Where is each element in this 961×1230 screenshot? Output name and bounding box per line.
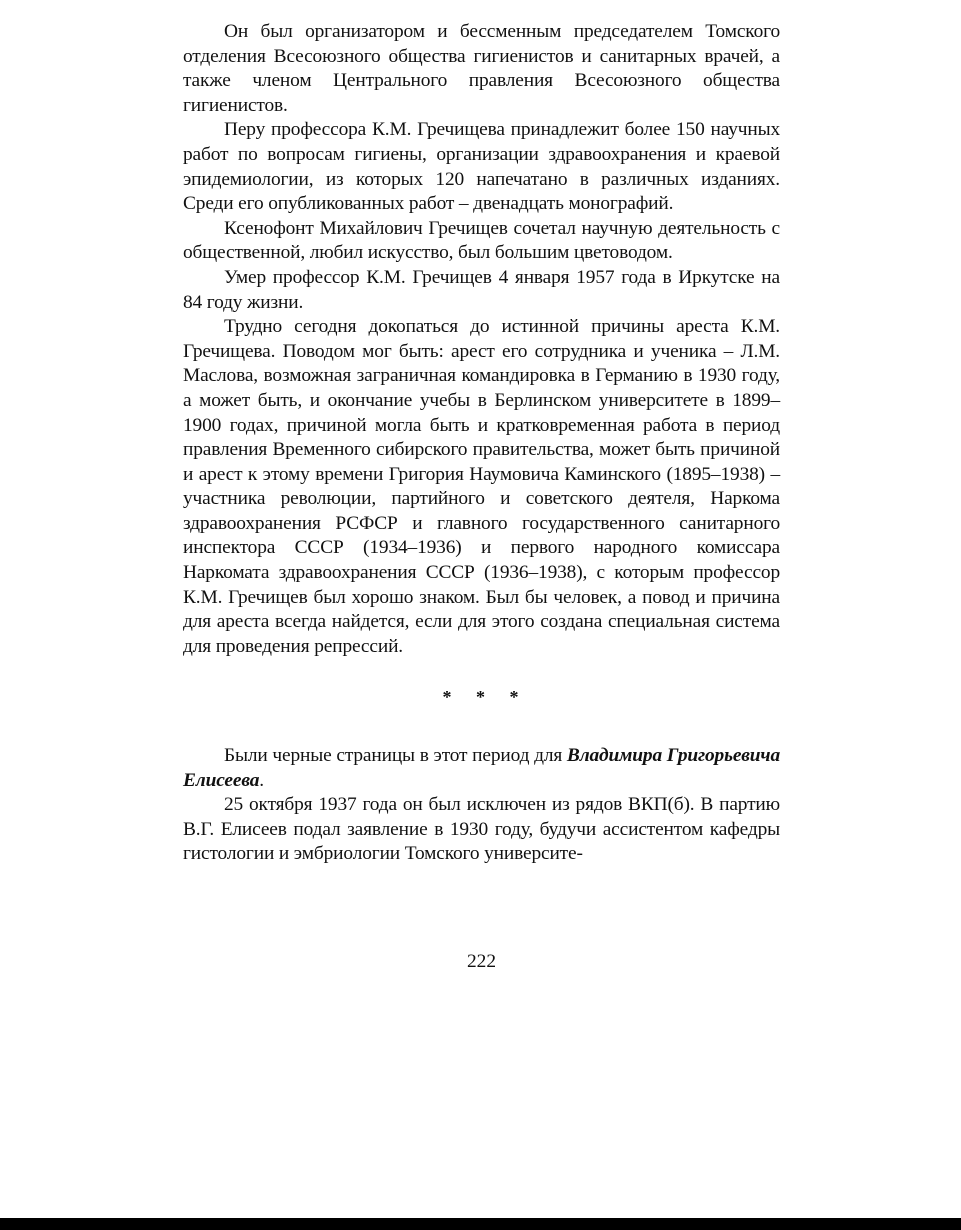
paragraph: Перу профессора К.М. Гречищева принадлежит более 150 научных работ по вопросам гигиены, организации здравоохранения и краевой эпидемиологии, из которых 120 напечатано в различных изданиях. Среди его опубликованных работ – двенадцать монографий.	[183, 119, 780, 215]
paragraph: 25 октября 1937 года он был исключен из рядов ВКП(б). В партию В.Г. Елисеев подал заявление в 1930 году, будучи ассистентом кафедры гистологии и эмбриологии Томского университе-	[183, 794, 780, 865]
section-intro-end: .	[259, 769, 264, 791]
page-number: 222	[466, 951, 497, 972]
person-name: Владимира Григорьевича Елисеева	[183, 745, 780, 791]
paragraph: Ксенофонт Михайлович Гречищев сочетал научную деятельность с общественной, любил искусство, был большим цветоводом.	[183, 217, 780, 264]
paragraph: Он был организатором и бессменным председателем Томского отделения Всесоюзного общества гигиенистов и санитарных врачей, а также членом Центрального правления Всесоюзного общества гигиенистов.	[183, 21, 780, 116]
section-intro-paragraph	[183, 744, 780, 793]
paragraph: Трудно сегодня докопаться до истинной причины ареста К.М. Гречищева. Поводом мог быть: арест его сотрудника и ученика – Л.М. Маслова, возможная заграничная командировка в Германию в 1930 году, а может быть, и окончание учебы в Берлинском университете в 1899–1900 годах, причиной могла быть и кратковременная работа в период правления Временного сибирского правительства, может быть причиной и арест к этому времени Григория Наумовича Каминского (1895–1938) – участника революции, партийного и советского деятеля, Наркома здравоохранения РСФСР и главного государственного санитарного инспектора СССР (1934–1936) и первого народного комиссара Наркомата здравоохранения СССР (1936–1938), с которым профессор К.М. Гречищев был хорошо знаком. Был бы человек, а повод и причина для ареста всегда найдется, если для этого создана специальная система для проведения репрессий.	[183, 316, 780, 657]
section-intro-text: Были черные страницы в этот период для	[224, 745, 567, 767]
section-separator: * * *	[442, 687, 529, 708]
page-body	[183, 20, 780, 867]
scan-border	[0, 1218, 961, 1230]
paragraph: Умер профессор К.М. Гречищев 4 января 1957 года в Иркутске на 84 году жизни.	[183, 266, 780, 313]
